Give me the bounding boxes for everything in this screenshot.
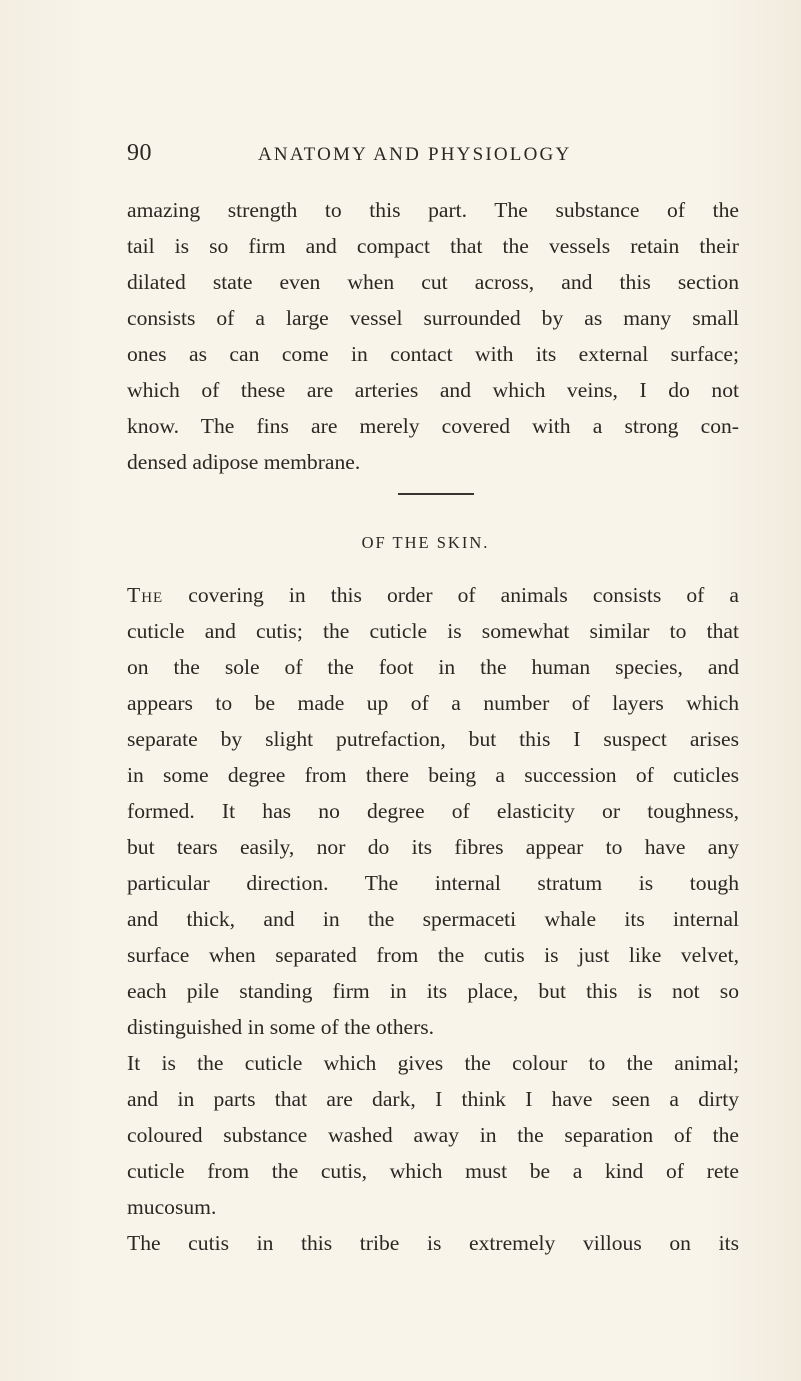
running-head: ANATOMY AND PHYSIOLOGY	[258, 144, 572, 165]
text-line-first	[127, 577, 739, 613]
text-line: surface when separated from the cutis is just like velvet,	[127, 943, 739, 967]
text-line: in some degree from there being a succession of cuticles	[127, 763, 739, 787]
text-line: cuticle from the cutis, which must be a kind of rete	[127, 1159, 739, 1183]
text-line: tail is so firm and compact that the vessels retain their	[127, 234, 739, 258]
text-line: dilated state even when cut across, and this section	[127, 270, 739, 294]
page-header	[127, 140, 729, 174]
text-line: mucosum.	[127, 1195, 217, 1219]
paragraph-colour	[127, 1045, 739, 1225]
text-line: The cutis in this tribe is extremely villous on its	[127, 1231, 739, 1255]
text-line: each pile standing firm in its place, but this is not so	[127, 979, 739, 1003]
text-line: separate by slight putrefaction, but this I suspect arises	[127, 727, 739, 751]
text-line: on the sole of the foot in the human species, and	[127, 655, 739, 679]
text-line: densed adipose membrane.	[127, 450, 361, 474]
text-line: amazing strength to this part. The substance of the	[127, 198, 739, 222]
text-line: but tears easily, nor do its fibres appear to have any	[127, 835, 739, 859]
text-line: cuticle and cutis; the cuticle is somewhat similar to that	[127, 619, 739, 643]
text-line: and in parts that are dark, I think I have seen a dirty	[127, 1087, 739, 1111]
text-line: distinguished in some of the others.	[127, 1015, 435, 1039]
text-line: formed. It has no degree of elasticity or toughness,	[127, 799, 739, 823]
paragraph-skin	[127, 577, 739, 1045]
text-line: know. The fins are merely covered with a strong con-	[127, 414, 739, 438]
text-line: It is the cuticle which gives the colour to the animal;	[127, 1051, 739, 1075]
drop-word: The	[127, 583, 164, 607]
text-line: which of these are arteries and which veins, I do not	[127, 378, 739, 402]
section-heading: OF THE SKIN.	[361, 533, 490, 552]
text-line: ones as can come in contact with its external surface;	[127, 342, 739, 366]
section-divider	[398, 493, 474, 495]
text-line: coloured substance washed away in the separation of the	[127, 1123, 739, 1147]
text-line: and thick, and in the spermaceti whale its internal	[127, 907, 739, 931]
text-line: appears to be made up of a number of layers which	[127, 691, 739, 715]
paragraph-cutis	[127, 1225, 739, 1261]
text-line: consists of a large vessel surrounded by as many small	[127, 306, 739, 330]
page-number: 90	[127, 140, 152, 166]
first-line-text: covering in this order of animals consists of a	[163, 583, 739, 607]
text-line: particular direction. The internal stratum is tough	[127, 871, 739, 895]
paragraph-tail	[127, 192, 739, 480]
